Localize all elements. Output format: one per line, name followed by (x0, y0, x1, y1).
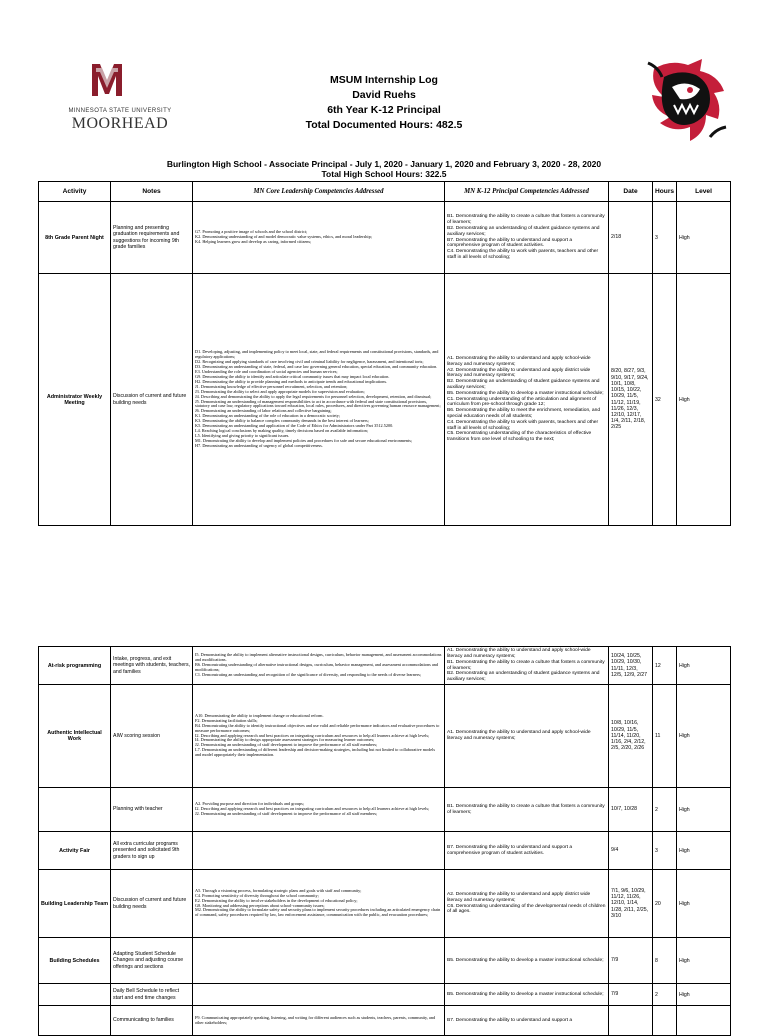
date-cell: 7/9 (609, 984, 653, 1006)
col-notes: Notes (111, 182, 193, 202)
activity-cell (39, 1006, 111, 1036)
k12-competency-item: C1. Demonstrating understanding of the articulation and alignment of curriculum from pre-school through grade 12; (447, 396, 597, 408)
core-competency-item: D3. Demonstrating an understanding of state, federal, and case law governing general education, special education, and community education. (195, 364, 438, 370)
notes-cell: Communicating to families (111, 1006, 193, 1036)
level-cell (677, 1006, 731, 1036)
core-competency-item: E3. Understanding the role and coordination of social agencies and human services; (195, 369, 338, 375)
col-core-competencies: MN Core Leadership Competencies Addressed (193, 182, 445, 202)
level-cell: High (677, 202, 731, 274)
k12-competency-item: A2. Demonstrating the ability to understand and apply district wide literacy and numeracy systems; (447, 891, 591, 903)
core-competency-item: I2. Describing and applying research and best practices on integrating curriculum and resources to help all learners achieve at high levels; (195, 732, 430, 738)
msu-logo-line1: MINNESOTA STATE UNIVERSITY (68, 108, 172, 114)
table-row (39, 274, 731, 526)
table-row (39, 788, 731, 832)
core-competency-item: I2. Describing and applying research and best practices on integrating curriculum and resources to help all learners achieve at high levels; (195, 806, 430, 812)
k12-competency-item: B7. Demonstrating the ability to understand and support a comprehensive program of student activities. (447, 237, 573, 249)
core-competency-item: H2. Demonstrating the ability to provide planning and methods to anticipate trends and educational implications. (195, 378, 388, 384)
date-cell: 10/24, 10/25, 10/29, 10/30, 11/11, 12/3, 12/5, 12/9, 2/27 (609, 647, 653, 685)
core-competency-item: D1. Developing, adjusting, and implementing policy to meet local, state, and federal requirements and constitutional provisions, standards, and regulatory applications; (195, 349, 439, 360)
core-competency-item: K5. Demonstrating an understanding and application of the Code of Ethics for Administrators under Part 3512.5200. (195, 423, 394, 429)
core-competency-item: K1. Demonstrating an understanding of the role of education in a democratic society; (195, 413, 341, 419)
core-competency-item: J4. Describing and demonstrating the ability to apply the legal requirements for personnel selection, development, retention, and dismissal; (195, 393, 432, 399)
k12-competency-item: B1. Demonstrating the ability to create a culture that fosters a community of learners; (447, 214, 605, 226)
date-cell: 8/20, 8/27, 9/3, 9/10, 9/17, 9/24, 10/1, 10/8, 10/15, 10/22, 10/29, 11/5, 11/12, 11/19, 11/26, 12/3, 12/10, 12/17, 1/4, 2/11, 2/18, 2/25 (609, 274, 653, 526)
k12-competency-item: B1. Demonstrating the ability to create a culture that fosters a community of learners; (447, 803, 605, 815)
level-cell: High (677, 984, 731, 1006)
activity-cell (39, 984, 111, 1006)
k12-competencies-cell (445, 1006, 609, 1036)
k12-competency-item: B2. Demonstrating an understanding of student guidance systems and auxiliary services; (447, 379, 600, 390)
core-competency-item: M1. Demonstrating the ability to develop and implement policies and procedures for safe and secure educational environments; (195, 437, 413, 443)
core-competency-item: K3. Demonstrating the ability to balance complex community demands in the best interest of learners; (195, 418, 369, 424)
notes-cell: Daily Bell Schedule to reflect start and end time changes (111, 984, 193, 1006)
level-cell: High (677, 685, 731, 788)
col-hours: Hours (653, 182, 677, 202)
core-competency-item: G7. Promoting a positive image of schools and the school district; (195, 229, 308, 235)
k12-competency-item: B2. Demonstrating an understanding of student guidance systems and auxiliary services; (447, 225, 600, 237)
hours-cell: 32 (653, 274, 677, 526)
notes-cell: Adapting Student Schedule Changes and adjusting course offerings and sections (111, 938, 193, 984)
core-competency-item: J2. Demonstrating an understanding of staff development to improve the performance of all staff members; (195, 742, 378, 748)
notes-cell: Discussion of current and future building needs (111, 274, 193, 526)
k12-competency-item: A1. Demonstrating the ability to understand and apply school-wide literacy and numeracy systems; (447, 648, 591, 659)
k12-competency-item: B7. Demonstrating the ability to understand and support a (447, 1017, 573, 1023)
k12-competencies-cell (445, 832, 609, 870)
col-level: Level (677, 182, 731, 202)
level-cell: High (677, 788, 731, 832)
core-competency-item: L5. Identifying and giving priority to significant issues. (195, 432, 290, 438)
core-competencies-cell (193, 984, 445, 1006)
core-competency-item: B4. Demonstrating the ability to identify instructional objectives and use valid and reliable performance indicators and evaluative procedures to measure performance outcomes; (195, 722, 440, 733)
core-competency-item: M2. Demonstrating the ability to formulate safety and security plans to implement security procedures including an articulated emergency chain of command, safety procedures required by law, law enforcement assistance, communication with the public, and evacuation procedures; (195, 907, 441, 918)
table-row (39, 870, 731, 938)
level-cell: High (677, 938, 731, 984)
core-competency-item: C4. Promoting sensitivity of diversity throughout the school community; (195, 892, 319, 898)
core-competencies-cell (193, 202, 445, 274)
activity-cell: Administrator Weekly Meeting (39, 274, 111, 526)
log-title: MSUM Internship Log (330, 74, 438, 86)
k12-competencies-cell (445, 274, 609, 526)
hours-cell: 8 (653, 938, 677, 984)
col-date: Date (609, 182, 653, 202)
core-competency-item: F2. Demonstrating facilitation skills; (195, 717, 258, 723)
notes-cell: Intake, progress, and exit meetings with students, teachers, and families (111, 647, 193, 685)
k12-competency-item: B5. Demonstrating the ability to develop a master instructional schedule; (447, 957, 604, 963)
k12-competencies-cell (445, 788, 609, 832)
hours-cell: 3 (653, 832, 677, 870)
core-competency-item: K2. Demonstrating understanding of and model democratic value systems, ethics, and moral leadership; (195, 234, 372, 240)
internship-log-table-top (38, 181, 731, 526)
k12-competency-item: C6. Demonstrating understanding of the developmental needs of children of all ages. (447, 903, 606, 915)
level-cell: High (677, 832, 731, 870)
k12-competency-item: C4. Demonstrating the ability to work with parents, teachers and other staff in all levels of schooling; (447, 419, 599, 431)
site-line: Burlington High School - Associate Principal - July 1, 2020 - January 1, 2020 and February 3, 2020 - 28, 2020 (166, 159, 602, 169)
k12-competencies-cell (445, 647, 609, 685)
core-competency-item: A2. Providing purpose and direction for individuals and groups; (195, 801, 304, 807)
hours-cell: 20 (653, 870, 677, 938)
core-competency-item: G8. Monitoring and addressing perceptions about school-community issues; (195, 902, 325, 908)
activity-cell: Authentic Intellectual Work (39, 685, 111, 788)
level-cell: High (677, 274, 731, 526)
hours-cell: 2 (653, 788, 677, 832)
core-competency-item: H7. Demonstrating an understanding of urgency of global competitiveness. (195, 442, 323, 448)
hours-cell: 3 (653, 202, 677, 274)
core-competency-item: J1. Demonstrating knowledge of effective personnel recruitment, selection, and retention; (195, 383, 348, 389)
table-row (39, 984, 731, 1006)
date-cell (609, 1006, 653, 1036)
core-competency-item: K4. Helping learners grow and develop as caring, informed citizens; (195, 238, 312, 244)
table-row (39, 1006, 731, 1036)
hours-cell: 11 (653, 685, 677, 788)
activity-cell: Building Schedules (39, 938, 111, 984)
k12-competency-item: B7. Demonstrating the ability to understand and support a comprehensive program of student activities. (447, 844, 573, 856)
table-row (39, 832, 731, 870)
hours-cell: 12 (653, 647, 677, 685)
activity-cell: At-risk programming (39, 647, 111, 685)
core-competency-item: F9. Communicating appropriately speaking, listening, and writing for different audiences such as students, teachers, parents, community, and other stakeholders; (195, 1014, 436, 1025)
total-hours: Total Documented Hours: 482.5 (305, 119, 463, 131)
core-competencies-cell (193, 938, 445, 984)
hours-cell (653, 1006, 677, 1036)
internship-log-table-bottom (38, 646, 731, 1036)
k12-competency-item: A1. Demonstrating the ability to understand and apply school-wide literacy and numeracy systems; (447, 730, 591, 741)
date-cell: 2/18 (609, 202, 653, 274)
core-competency-item: L7. Demonstrating an understanding of different leadership and decision-making strategies, including but not limited to collaborative models and model appropriately their implementation. (195, 747, 435, 758)
k12-competency-item: C5. Demonstrating understanding of the characteristics of effective transitions from one level of schooling to the next; (447, 431, 592, 443)
core-competency-item: J2. Demonstrating an understanding of staff development to improve the performance of all staff members; (195, 810, 378, 816)
table-row (39, 647, 731, 685)
core-competency-item: C1. Demonstrating an understanding and recognition of the significance of diversity, and responding to the needs of diverse learners; (195, 671, 422, 677)
core-competencies-cell (193, 274, 445, 526)
k12-competencies-cell (445, 685, 609, 788)
hours-cell: 2 (653, 984, 677, 1006)
core-competency-item: J3. Demonstrating the ability to select and apply appropriate models for supervision and evaluation; (195, 388, 365, 394)
core-competency-item: I4. Demonstrating the ability to design appropriate assessment strategies for measuring learner outcomes; (195, 737, 375, 743)
core-competencies-cell (193, 870, 445, 938)
core-competency-item: E2. Demonstrating the ability to involve stakeholders in the development of educational policy; (195, 897, 358, 903)
date-cell: 10/7, 10/28 (609, 788, 653, 832)
col-activity: Activity (39, 182, 111, 202)
intern-name: David Ruehs (352, 89, 416, 101)
k12-competency-item: C4. Demonstrating the ability to work with parents, teachers and other staff in all levels of schooling; (447, 249, 599, 260)
core-competencies-cell (193, 788, 445, 832)
core-competencies-cell (193, 685, 445, 788)
date-cell: 9/4 (609, 832, 653, 870)
table-row (39, 202, 731, 274)
core-competency-item: J5. Demonstrating an understanding of management responsibilities to act in accordance with federal and state constitutional provisions, statutory and case law, regulatory applications toward education, local rules, procedures, and directives governing human resource management; (195, 398, 441, 409)
date-cell: 7/9 (609, 938, 653, 984)
core-competency-item: A5. Through a visioning process, formulating strategic plans and goals with staff and community; (195, 887, 362, 893)
core-competency-item: A10. Demonstrating the ability to implement change or educational reform. (195, 712, 324, 718)
k12-competencies-cell (445, 202, 609, 274)
date-cell: 10/8, 10/16, 10/29, 11/5, 11/14, 11/20, 1/16, 2/4, 2/12, 2/5, 2/20, 2/26 (609, 685, 653, 788)
level-cell: High (677, 870, 731, 938)
table-row (39, 685, 731, 788)
table-row (39, 938, 731, 984)
activity-cell (39, 788, 111, 832)
k12-competency-item: B5. Demonstrating the ability to develop a master instructional schedule; (447, 991, 604, 997)
k12-competency-item: A2. Demonstrating the ability to understand and apply district wide literacy and numeracy systems; (447, 367, 591, 379)
activity-cell: 8th Grade Parent Night (39, 202, 111, 274)
core-competencies-cell (193, 832, 445, 870)
notes-cell: Planning and presenting graduation requirements and suggestions for incoming 9th grade families (111, 202, 193, 274)
core-competency-item: B6. Demonstrating understanding of alternative instructional designs, curriculum, behavior management, and assessment accommodations and modifications; (195, 662, 439, 672)
k12-competency-item: B5. Demonstrating the ability to develop a master instructional schedule; (447, 390, 604, 396)
col-k12-competencies: MN K-12 Principal Competencies Addressed (445, 182, 609, 202)
k12-competencies-cell (445, 870, 609, 938)
k12-competency-item: B1. Demonstrating the ability to create a culture that fosters a community of learners; (447, 659, 605, 671)
core-competency-item: G9. Demonstrating the ability to identify and articulate critical community issues that may impact local education. (195, 373, 390, 379)
activity-cell: Building Leadership Team (39, 870, 111, 938)
msu-logo-line2: MOORHEAD (71, 115, 169, 132)
notes-cell: All extra curricular programs presented and solicitated 9th graders to sign up (111, 832, 193, 870)
k12-competency-item: B2. Demonstrating an understanding of student guidance systems and auxiliary services; (447, 671, 600, 683)
core-competency-item: J6. Demonstrating an understanding of labor relations and collective bargaining; (195, 408, 332, 414)
k12-competencies-cell (445, 984, 609, 1006)
notes-cell: Discussion of current and future building needs (111, 870, 193, 938)
core-competency-item: D2. Recognizing and applying standards of care involving civil and criminal liability for negligence, harassment, and intentional torts; (195, 359, 424, 365)
core-competency-item: I5. Demonstrating the ability to implement alternative instructional designs, curriculum, behavior management, and assessment accommodations and modifications. (195, 652, 442, 663)
core-competencies-cell (193, 1006, 445, 1036)
core-competencies-cell (193, 647, 445, 685)
notes-cell: Planning with teacher (111, 788, 193, 832)
k12-competency-item: B6. Demonstrating the ability to meet the enrichment, remediation, and special education needs of all students; (447, 408, 601, 419)
k12-competency-item: A1. Demonstrating the ability to understand and apply school-wide literacy and numeracy systems; (447, 356, 591, 367)
site-hours: Total High School Hours: 322.5 (321, 169, 447, 179)
program-name: 6th Year K-12 Principal (327, 104, 441, 116)
notes-cell: AIW scoring session (111, 685, 193, 788)
core-competency-item: L4. Reaching logical conclusions by making quality, timely decisions based on available information; (195, 427, 368, 433)
k12-competencies-cell (445, 938, 609, 984)
activity-cell: Activity Fair (39, 832, 111, 870)
date-cell: 7/1, 9/6, 10/29, 11/12, 11/26, 12/10, 1/14, 1/28, 2/11, 2/25, 3/10 (609, 870, 653, 938)
level-cell: High (677, 647, 731, 685)
